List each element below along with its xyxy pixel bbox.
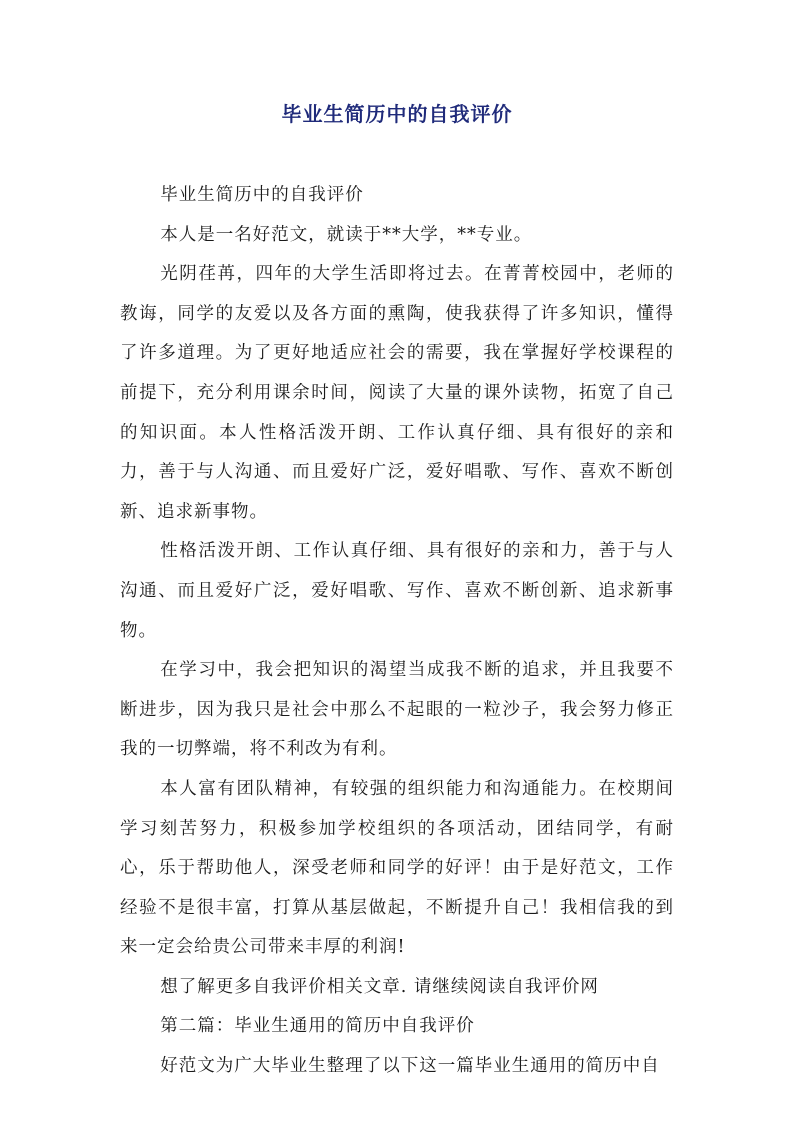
paragraph-teamwork: 本人富有团队精神，有较强的组织能力和沟通能力。在校期间学习刻苦努力，积极参加学校组织的各项活动，团结同学，有耐心，乐于帮助他人，深受老师和同学的好评！由于是好范文，工作经验不是很丰富，打算从基层做起，不断提升自己！我相信我的到来一定会给贵公司带来丰厚的利润! xyxy=(120,778,674,958)
document-title: 毕业生简历中的自我评价 xyxy=(281,102,513,126)
paragraph-study: 在学习中，我会把知识的渴望当成我不断的追求，并且我要不断进步，因为我只是社会中那么不起眼的一粒沙子，我会努力修正我的一切弊端，将不利改为有利。 xyxy=(120,660,674,760)
paragraph-intro: 本人是一名好范文，就读于**大学，**专业。 xyxy=(160,224,533,245)
paragraph-personality: 性格活泼开朗、工作认真仔细、具有很好的亲和力，善于与人沟通、而且爱好广泛，爱好唱歌、写作、喜欢不断创新、追求新事物。 xyxy=(120,541,674,641)
paragraph-more-link: 想了解更多自我评价相关文章. 请继续阅读自我评价网 xyxy=(160,976,599,997)
paragraph-section-two-intro: 好范文为广大毕业生整理了以下这一篇毕业生通用的简历中自 xyxy=(160,1056,660,1077)
paragraph-section-two-heading: 第二篇：毕业生通用的简历中自我评价 xyxy=(160,1016,475,1037)
paragraph-university-life: 光阴荏苒，四年的大学生活即将过去。在菁菁校园中，老师的教诲，同学的友爱以及各方面的熏陶，使我获得了许多知识，懂得了许多道理。为了更好地适应社会的需要，我在掌握好学校课程的前提下，充分利用课余时间，阅读了大量的课外读物，拓宽了自己的知识面。本人性格活泼开朗、工作认真仔细、具有很好的亲和力，善于与人沟通、而且爱好广泛，爱好唱歌、写作、喜欢不断创新、追求新事物。 xyxy=(120,264,674,522)
paragraph-subtitle: 毕业生简历中的自我评价 xyxy=(160,185,364,205)
document-body xyxy=(120,176,674,1087)
